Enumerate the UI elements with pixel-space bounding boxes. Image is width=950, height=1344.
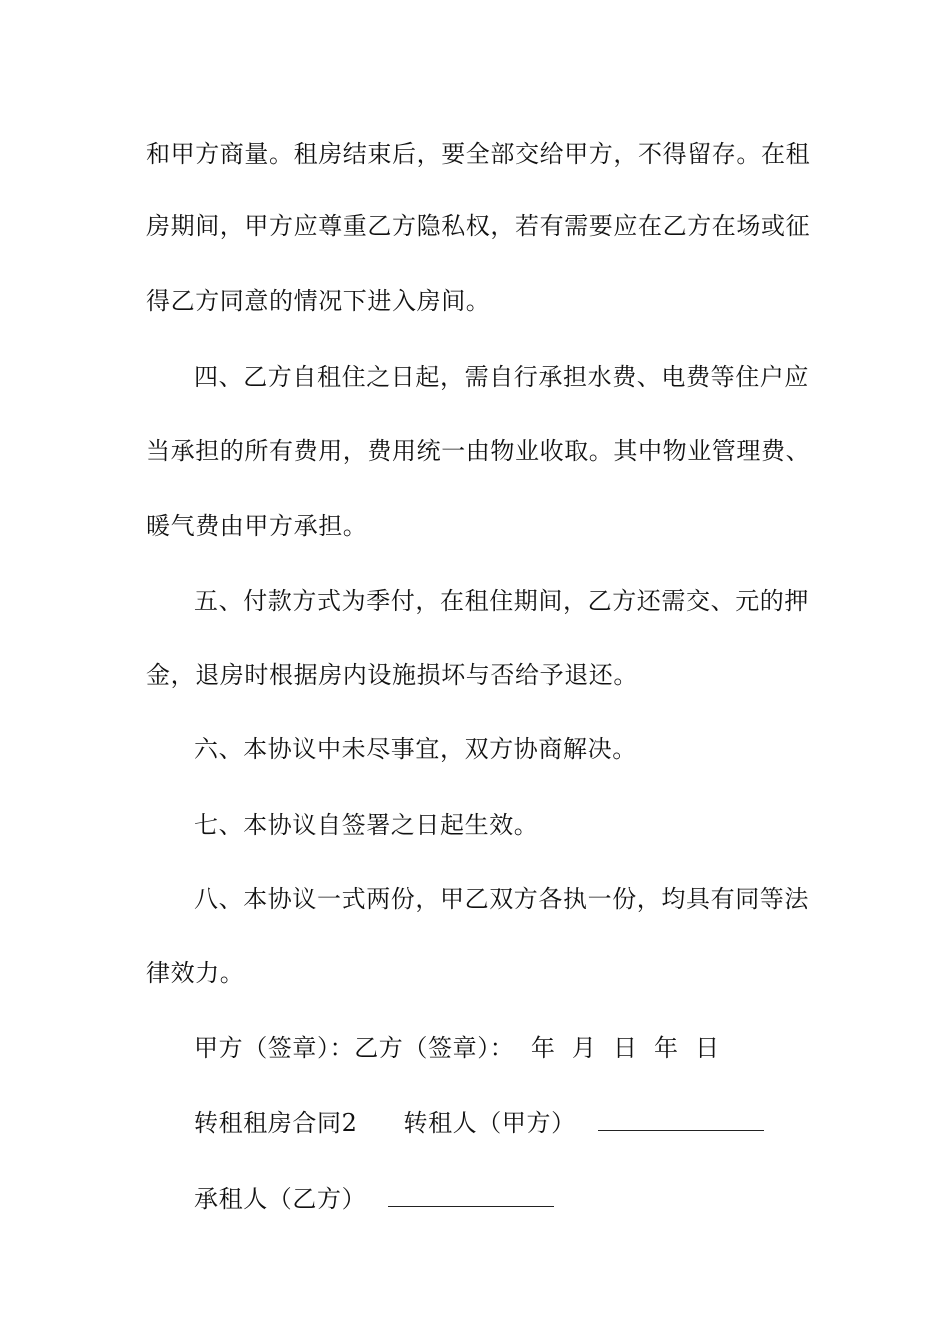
clause-5-line-1: 五、付款方式为季付，在租住期间，乙方还需交、元的押 <box>194 587 809 615</box>
clause-5-line-2: 金，退房时根据房内设施损坏与否给予退还。 <box>146 661 638 689</box>
clause-7: 七、本协议自签署之日起生效。 <box>194 811 539 839</box>
paragraph-3-line-1: 和甲方商量。租房结束后，要全部交给甲方，不得留存。在租 <box>146 140 811 168</box>
paragraph-3-line-3: 得乙方同意的情况下进入房间。 <box>146 287 491 315</box>
lessee-row <box>194 1184 854 1214</box>
clause-8-line-2: 律效力。 <box>146 959 245 987</box>
next-contract-title: 转租租房合同2 <box>194 1109 358 1137</box>
clause-4-line-1: 四、乙方自租住之日起，需自行承担水费、电费等住户应 <box>194 363 809 391</box>
clause-4-line-2: 当承担的所有费用，费用统一由物业收取。其中物业管理费、 <box>146 437 811 465</box>
paragraph-3-line-2: 房期间，甲方应尊重乙方隐私权，若有需要应在乙方在场或征 <box>146 212 811 240</box>
signature-line: 甲方（签章）：乙方（签章）： 年 月 日 年 日 <box>194 1034 720 1062</box>
next-contract-header <box>194 1108 854 1138</box>
lessee-label: 承租人（乙方） <box>194 1185 367 1213</box>
sublessor-name-field[interactable] <box>598 1110 764 1131</box>
clause-4-line-3: 暖气费由甲方承担。 <box>146 512 368 540</box>
sublessor-label: 转租人（甲方） <box>403 1109 576 1137</box>
clause-6: 六、本协议中未尽事宜，双方协商解决。 <box>194 735 637 763</box>
lessee-name-field[interactable] <box>388 1186 554 1207</box>
clause-8-line-1: 八、本协议一式两份，甲乙双方各执一份，均具有同等法 <box>194 885 809 913</box>
